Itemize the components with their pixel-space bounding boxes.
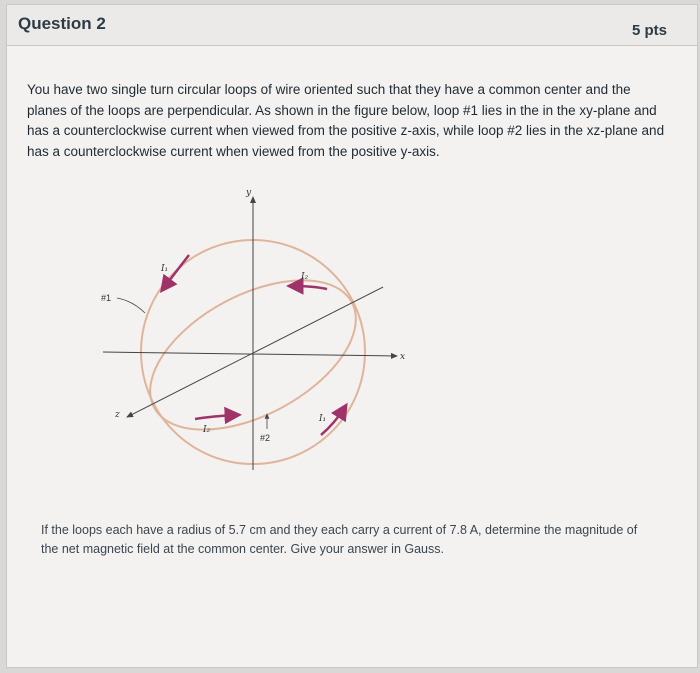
question-card	[6, 4, 698, 668]
question-points: 5 pts	[631, 22, 667, 39]
current-label-i1-bottom: I₁	[319, 414, 327, 424]
question-title: Question 2	[18, 14, 106, 33]
current-label-i1-top: I₁	[161, 264, 169, 274]
z-axis-label: z	[115, 410, 120, 420]
loop-1-leader	[117, 298, 145, 313]
current-arrow-i2-bottom	[195, 415, 237, 419]
loops-figure	[95, 185, 415, 485]
current-arrow-i2-top	[291, 286, 327, 289]
x-axis-label: x	[400, 352, 406, 362]
question-header	[7, 5, 697, 46]
question-body: You have two single turn circular loops of wire oriented such that they have a common center and the planes of the loops are perpendicular. As shown in the figure below, loop #1 lies in the in the xy-plane and has a counterclockwise current when viewed from the positive z-axis, while loop #2 lies in the xz-plane and has a counterclockwise current when viewed from the positive y-axis.	[27, 82, 665, 159]
question-prompt: If the loops each have a radius of 5.7 cm and they each carry a current of 7.8 A, determine the magnitude of the net magnetic field at the common center. Give your answer in Gauss.	[41, 523, 638, 556]
loop-2-label: #2	[260, 433, 271, 443]
y-axis-label: y	[246, 188, 252, 198]
current-label-i2-bottom: I₂	[203, 425, 211, 435]
current-label-i2-top: I₂	[301, 272, 309, 282]
loop-1-label: #1	[101, 293, 112, 303]
